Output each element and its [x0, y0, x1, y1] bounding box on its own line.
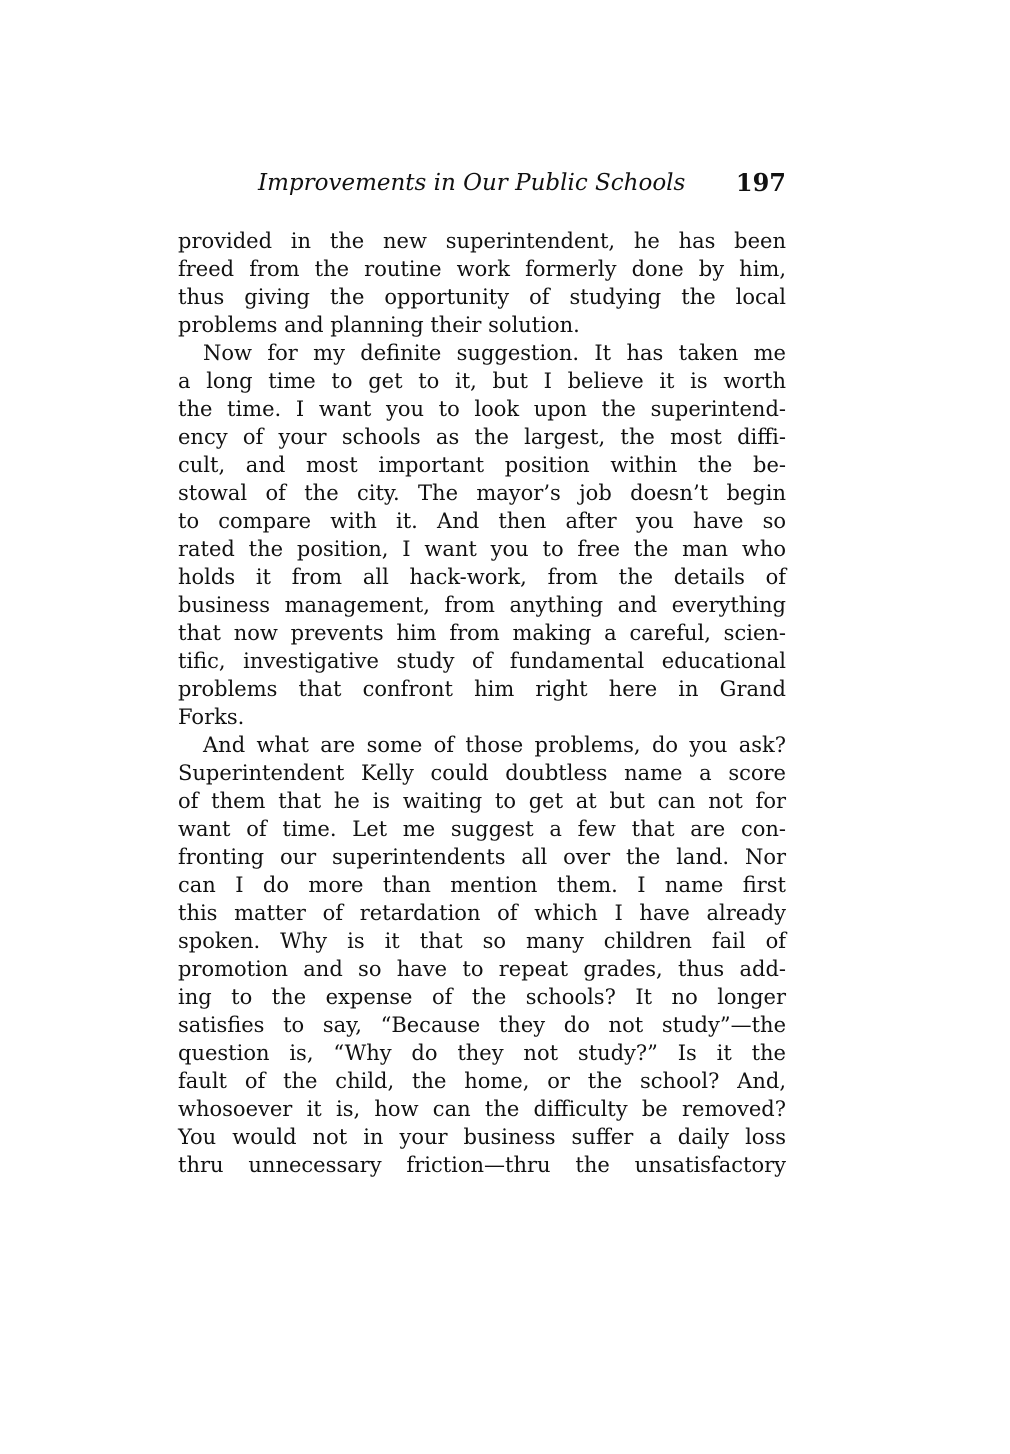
text-line: business management, from anything and everything: [178, 593, 786, 617]
text-line: And what are some of those problems, do you ask?: [203, 733, 786, 757]
text-line: holds it from all hack-work, from the details of: [178, 565, 786, 589]
text-line: question is, “Why do they not study?” Is it the: [178, 1041, 786, 1065]
text-line: whosoever it is, how can the difficulty be removed?: [178, 1097, 786, 1121]
text-line: Now for my definite suggestion. It has taken me: [203, 341, 786, 365]
text-line: You would not in your business suffer a daily loss: [178, 1125, 786, 1149]
text-line: a long time to get to it, but I believe it is worth: [178, 369, 786, 393]
text-line: Superintendent Kelly could doubtless name a score: [178, 761, 786, 785]
text-line: promotion and so have to repeat grades, thus add-: [178, 957, 786, 981]
page-number: 197: [735, 168, 786, 197]
text-line: thru unnecessary friction—thru the unsatisfactory: [178, 1153, 786, 1177]
body-text: [178, 227, 786, 1179]
text-line: can I do more than mention them. I name first: [178, 873, 786, 897]
running-title: Improvements in Our Public Schools: [258, 170, 686, 196]
running-head: [178, 166, 786, 200]
text-line: problems and planning their solution.: [178, 313, 580, 337]
text-line: problems that confront him right here in Grand: [178, 677, 786, 701]
text-line: cult, and most important position within the be-: [178, 453, 786, 477]
text-line: tific, investigative study of fundamental educational: [178, 649, 786, 673]
text-line: of them that he is waiting to get at but can not for: [178, 789, 786, 813]
text-line: fault of the child, the home, or the school? And,: [178, 1069, 786, 1093]
text-line: that now prevents him from making a careful, scien-: [178, 621, 786, 645]
text-line: to compare with it. And then after you have so: [178, 509, 786, 533]
text-line: stowal of the city. The mayor’s job doesn’t begin: [178, 481, 786, 505]
text-line: rated the position, I want you to free the man who: [178, 537, 786, 561]
text-line: fronting our superintendents all over the land. Nor: [178, 845, 786, 869]
text-line: the time. I want you to look upon the superintend-: [178, 397, 786, 421]
text-line: this matter of retardation of which I have already: [178, 901, 786, 925]
text-line: spoken. Why is it that so many children fail of: [178, 929, 786, 953]
text-line: provided in the new superintendent, he has been: [178, 229, 786, 253]
text-line: ing to the expense of the schools? It no longer: [178, 985, 786, 1009]
text-line: ency of your schools as the largest, the most diffi-: [178, 425, 786, 449]
text-line: thus giving the opportunity of studying the local: [178, 285, 786, 309]
text-line: freed from the routine work formerly done by him,: [178, 257, 786, 281]
text-line: satisfies to say, “Because they do not study”—the: [178, 1013, 786, 1037]
text-line: Forks.: [178, 705, 245, 729]
text-line: want of time. Let me suggest a few that are con-: [178, 817, 786, 841]
